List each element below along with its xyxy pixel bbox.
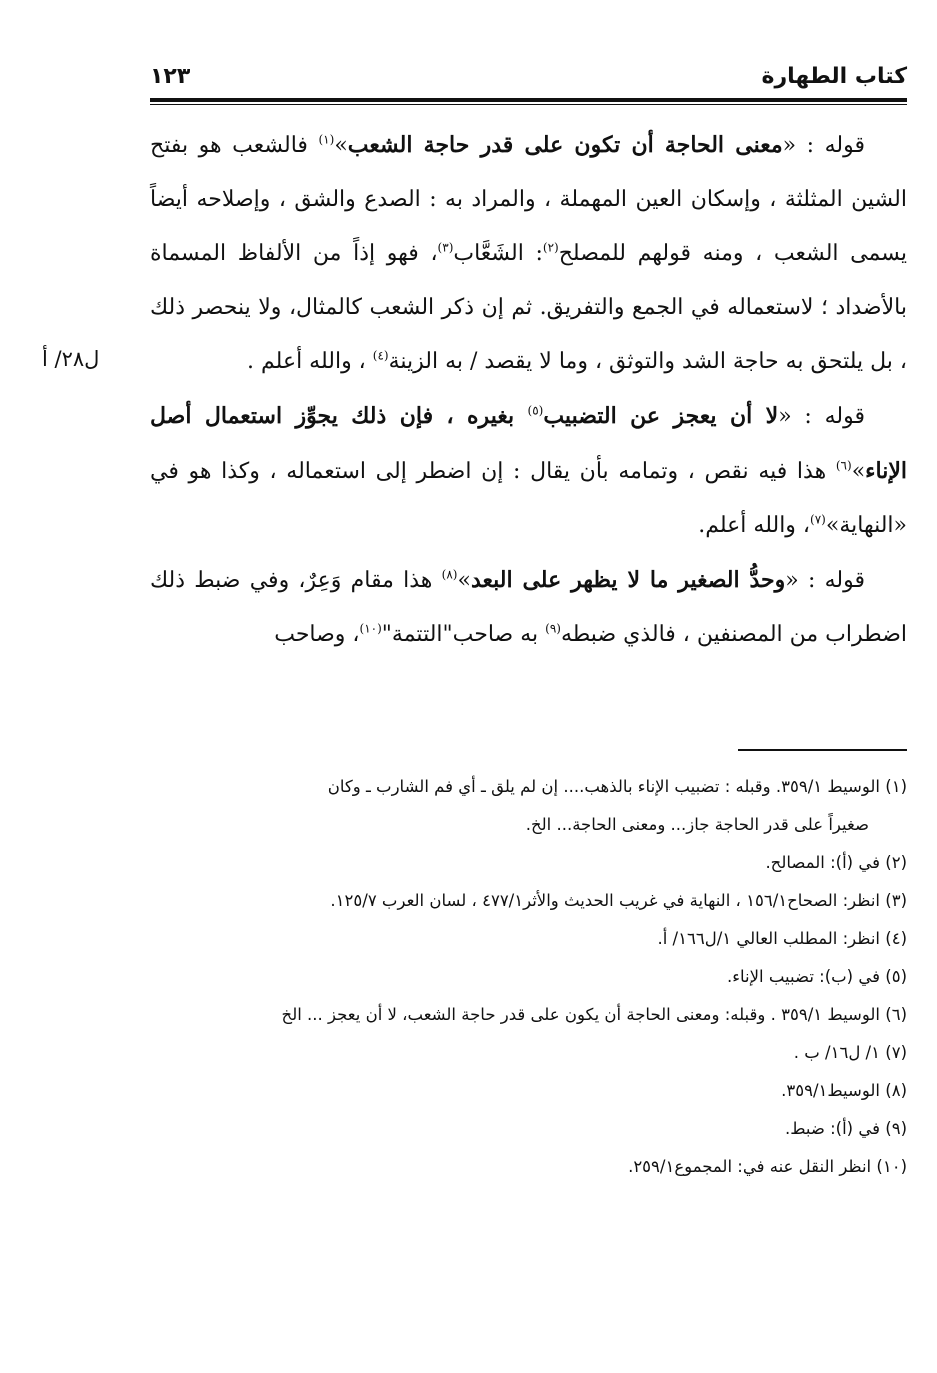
footnote-ref[interactable]: (١٠) [359,621,382,636]
footnote-4: (٤) انظر: المطلب العالي ١/ل١٦٦/ أ. [657,929,907,948]
lead-text: قوله : « [782,133,865,158]
body-text: هذا فيه نقص ، وتمامه بأن يقال : إن اضطر إلى استعماله ، وكذا هو في «النهاية» [150,459,907,538]
footnote-8: (٨) الوسيط٣٥٩/١. [781,1081,907,1100]
footnote-ref[interactable]: (٨) [441,567,458,582]
body-text: هذا مقام وَعِرٌ، وفي ضبط ذلك اضطراب من المصنفين ، فالذي ضبطه [150,568,907,647]
quoted-text: معنى الحاجة أن تكون على قدر حاجة الشعب [347,132,783,158]
body-text: ، والله أعلم. [698,513,811,538]
body-text: : الشَعَّاب [453,241,543,266]
footnote-ref[interactable]: (٤) [372,348,389,363]
footnote-ref[interactable]: (٧) [810,512,826,527]
body-text: فالشعب هو بفتح الشين المثلثة ، وإسكان العين المهملة ، والمراد به : الصدع والشق ، وإصلاحه أيضاً يسمى الشعب ، ومنه قولهم للمصلح [150,133,907,266]
body-text: ، والله أعلم . [247,349,373,374]
body-text: ، فهو إذاً من الألفاظ المسماة بالأضداد ؛ لاستعماله في الجمع والتفريق. ثم إن ذكر الشعب كالمثال، ولا ينحصر ذلك ، بل يلتحق به حاجة الشد والتوثق ، وما لا يقصد / به الزينة [150,241,907,374]
footnote-ref[interactable]: (٥) [527,403,544,418]
lead-text: قوله : « [785,568,865,593]
quote-close: » [851,459,866,484]
footnote-1-continued: صغيراً على قدر الحاجة جاز... ومعنى الحاجة... الخ. [525,815,869,834]
footnote-ref[interactable]: (١) [318,132,335,147]
footnote-6: (٦) الوسيط ٣٥٩/١ . وقبله: ومعنى الحاجة أن يكون على قدر حاجة الشعب، لا أن يعجز ... الخ [281,1005,907,1024]
footnote-ref[interactable]: (٢) [542,240,559,255]
footnote-ref[interactable]: (٦) [835,458,852,473]
header-rule-thin [150,104,907,105]
chapter-title: كتاب الطهارة [761,64,907,89]
quote-close: » [457,568,471,593]
footnote-2: (٢) في (أ): المصالح. [765,853,907,872]
footnote-ref[interactable]: (٣) [437,240,454,255]
footnote-10: (١٠) انظر النقل عنه في: المجموع٢٥٩/١. [628,1157,907,1176]
quoted-text: وحدُّ الصغير ما لا يظهر على البعد [470,567,786,593]
running-header [150,62,907,96]
footnote-separator [738,749,907,751]
header-rule-thick [150,98,907,102]
lead-text: قوله : « [778,404,865,429]
footnote-7: (٧) ١/ ل١٦/ ب . [793,1043,907,1062]
footnote-5: (٥) في (ب): تضبيب الإناء. [726,967,907,986]
paragraph-1 [150,118,907,389]
paragraph-2 [150,389,907,553]
footnote-3: (٣) انظر: الصحاح١٥٦/١ ، النهاية في غريب الحديث والأثر٤٧٧/١ ، لسان العرب ١٢٥/٧. [330,891,907,910]
footnote-9: (٩) في (أ): ضبط. [784,1119,907,1138]
quoted-text: بغيره ، فإن ذلك يجوِّز استعمال أصل الإناء [150,403,907,484]
paragraph-3 [150,553,907,662]
quote-close: » [334,133,348,158]
manuscript-folio-note: ل٢٨/ أ [42,347,100,371]
footnote-1: (١) الوسيط ٣٥٩/١. وقبله : تضبيب الإناء بالذهب.... إن لم يلق ـ أي فم الشارب ـ وكان [327,777,907,796]
page-number: ١٢٣ [150,64,191,89]
main-text [150,118,907,662]
quoted-text: لا أن يعجز عن التضبيب [543,403,779,429]
footnote-ref[interactable]: (٩) [545,621,561,636]
body-text: به صاحب"التتمة" [381,622,546,647]
body-text: ، وصاحب [274,622,360,647]
footnotes [150,768,907,1186]
